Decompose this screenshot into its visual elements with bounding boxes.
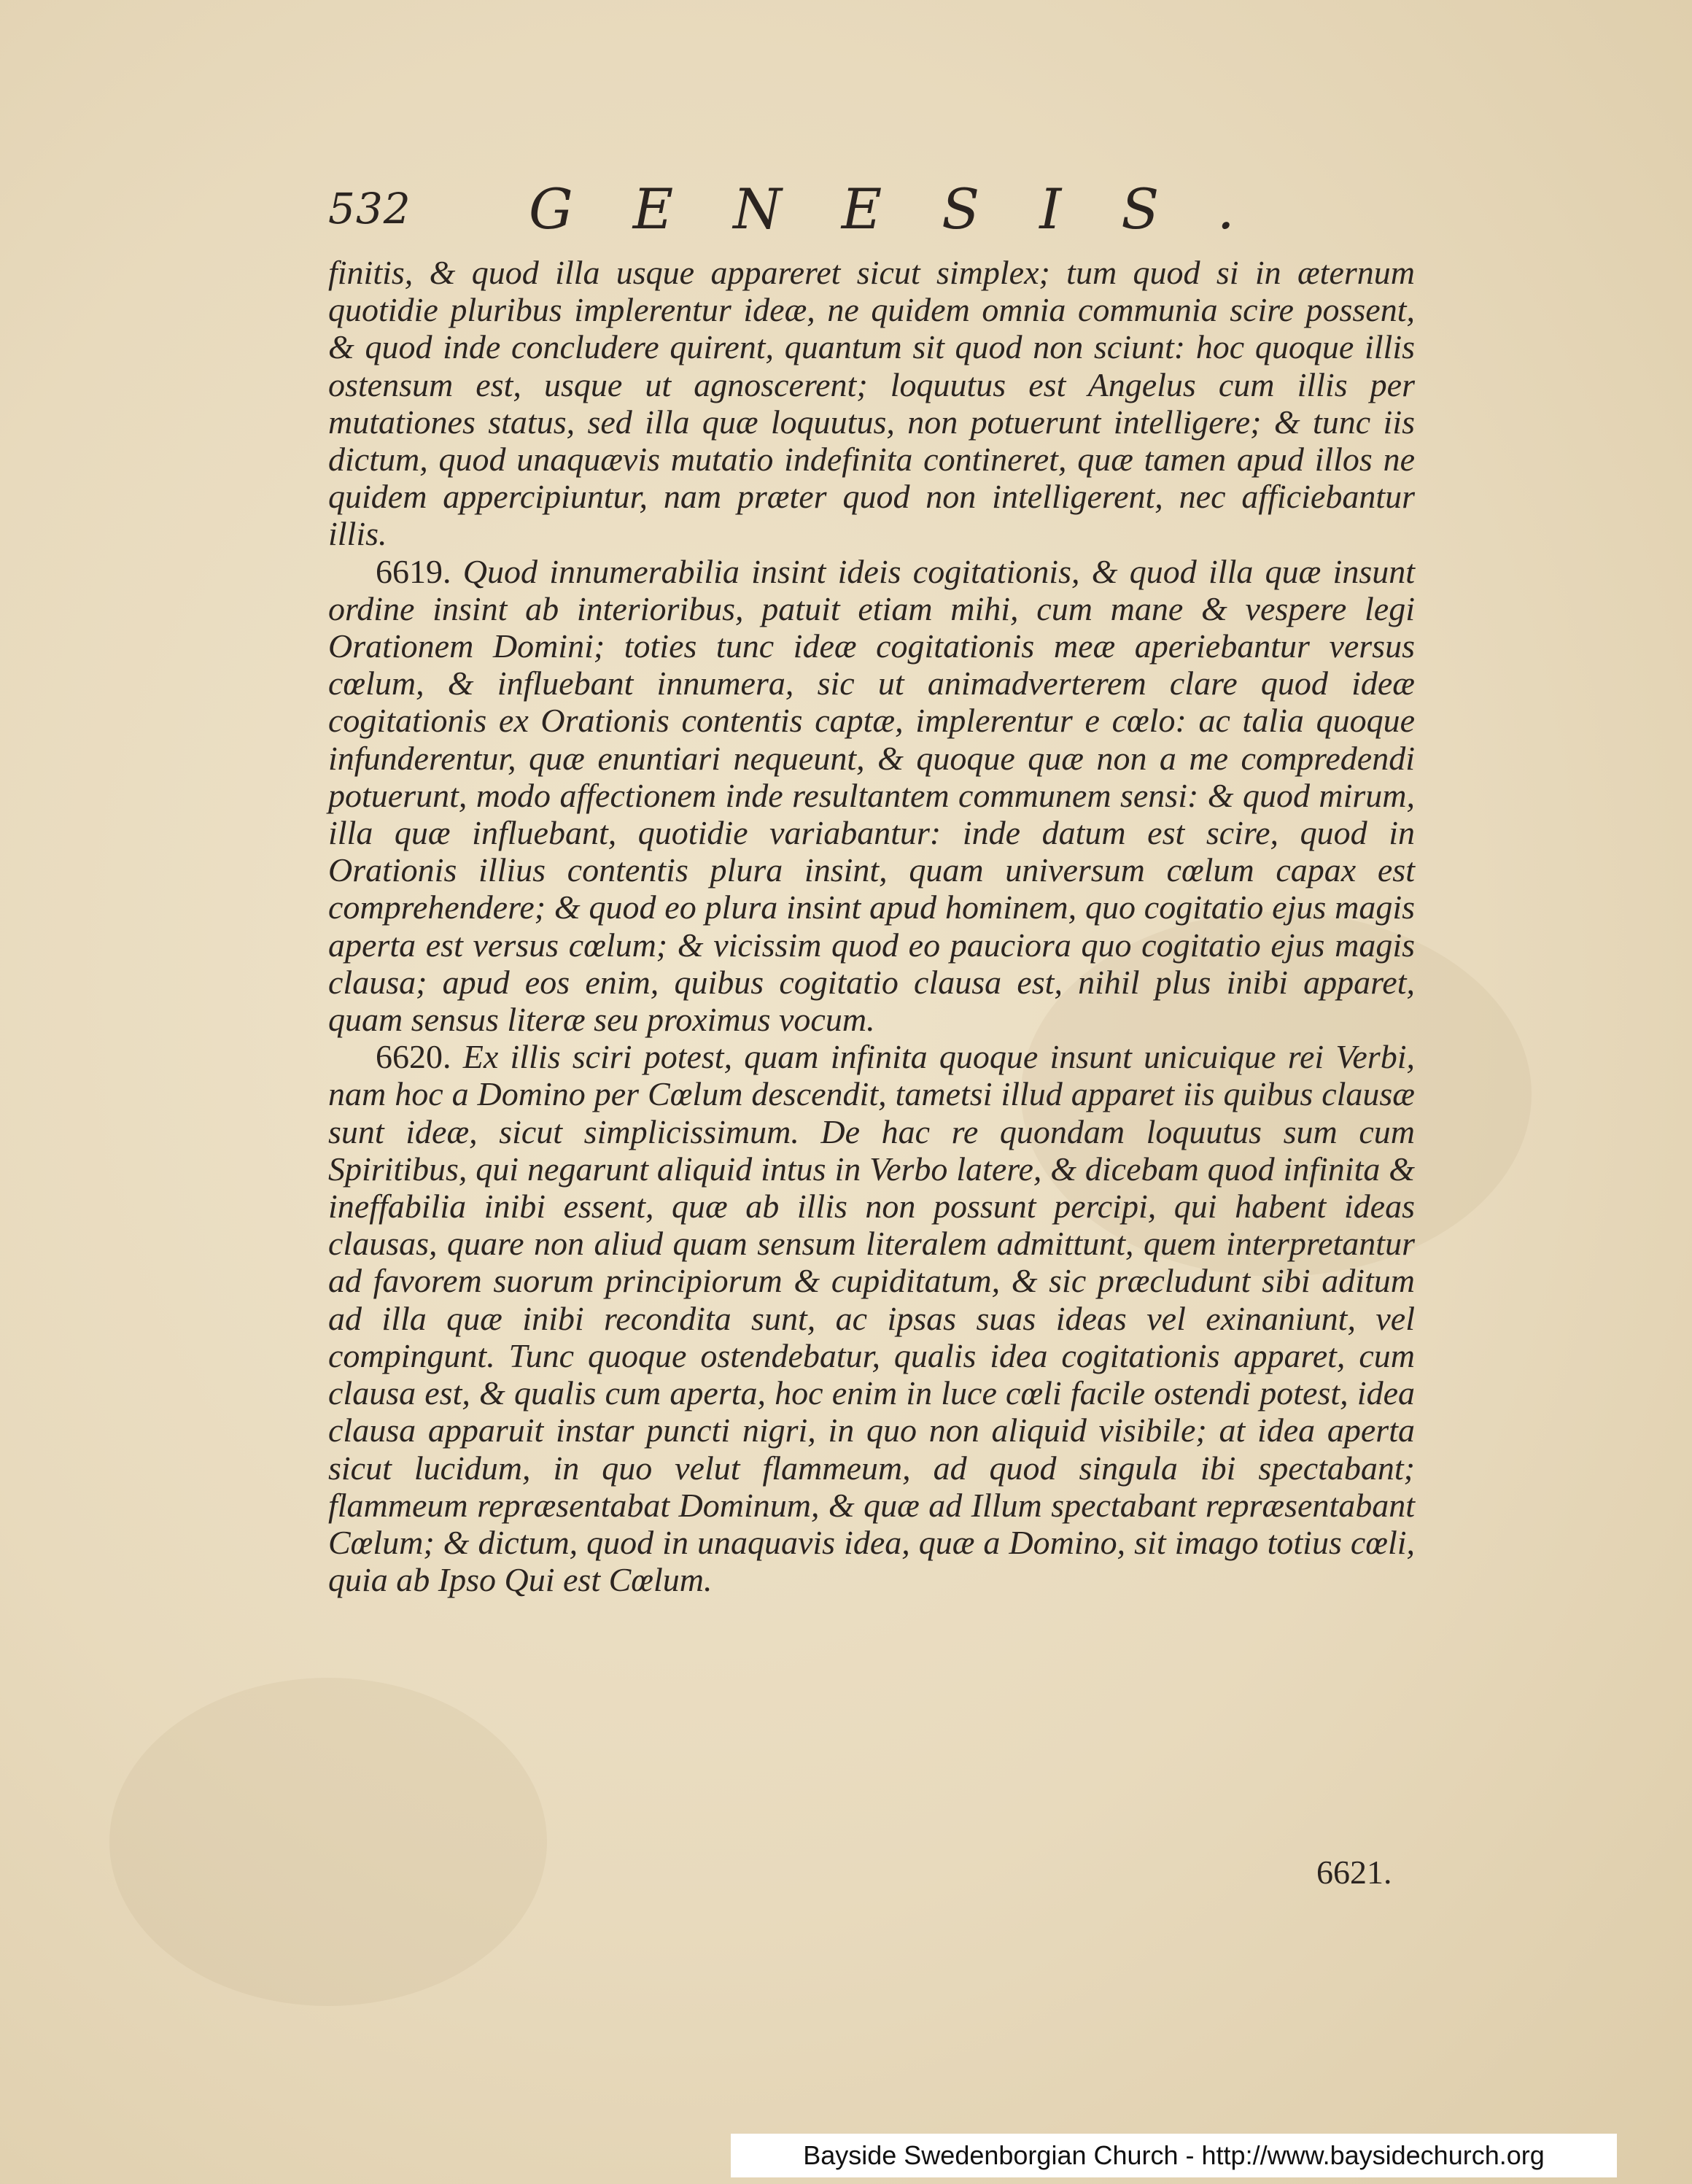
paragraph-text: finitis, & quod illa usque appareret sicut simplex; tum quod si in æternum quotidie pluribus implerentur ideæ, ne quidem omnia communia scire possent, & quod inde concludere quirent, quantum sit quod non sciunt: hoc quoque illis ostensum est, usque ut agnoscerent; loquutus est Angelus cum illis per mutationes status, sed illa quæ loquutus, non potuerunt intelligere; & tunc iis dictum, quod unaquævis mutatio indefinita contineret, quæ tamen apud illos ne quidem appercipiuntur, nam præter quod non intelligerent, nec afficiebantur illis. xyxy=(328,254,1415,553)
page-number: 532 xyxy=(328,184,411,233)
paragraph-6620 xyxy=(328,1038,1415,1598)
paragraph-text: Ex illis sciri potest, quam infinita quoque insunt unicuique rei Verbi, nam hoc a Domino per Cœlum descendit, tametsi illud apparet iis quibus clausæ sunt ideæ, sicut simplicissimum. De hac re quondam loquutus sum cum Spiritibus, qui negarunt aliquid intus in Verbo latere, & dicebam quod infinita & ineffabilia inibi essent, quæ ab illis non possunt percipi, qui habent ideas clausas, quare non aliud quam sensum literalem admittunt, quem interpretantur ad favorem suorum principiorum & cupiditatum, & sic præcludunt sibi aditum ad illa quæ inibi recondita sunt, ac ipsas suas ideas vel exinaniunt, vel compingunt. Tunc quoque ostendebatur, qualis idea cogitationis apparet, cum clausa est, & qualis cum aperta, hoc enim in luce cœli facile ostendi potest, idea clausa apparuit instar puncti nigri, in quo non aliquid visibile; at idea aperta sicut lucidum, in quo velut flammeum, ad quod singula ibi spectabant; flammeum repræsentabat Dominum, & quæ ad Illum spectabant repræsentabant Cœlum; & dictum, quod in unaquavis idea, quæ a Domino, sit imago totius cœli, quia ab Ipso Qui est Cœlum. xyxy=(328,1038,1415,1599)
paragraph-number: 6619. xyxy=(376,552,451,590)
body-text xyxy=(328,254,1415,1598)
paragraph-continuation xyxy=(328,254,1415,553)
paper-stain xyxy=(109,1678,547,2006)
catchword: 6621. xyxy=(1316,1854,1392,1891)
book-title: GENESIS. xyxy=(529,177,1295,241)
running-head xyxy=(328,174,1295,241)
footer-credit: Bayside Swedenborgian Church - http://www.baysidechurch.org xyxy=(731,2134,1617,2177)
paragraph-6619 xyxy=(328,553,1415,1039)
paragraph-text: Quod innumerabilia insint ideis cogitationis, & quod illa quæ insunt ordine insint ab interioribus, patuit etiam mihi, cum mane & vespere legi Orationem Domini; toties tunc ideæ cogitationis meæ aperiebantur versus cœlum, & influebant innumera, sic ut animadverterem clare quod ideæ cogitationis ex Orationis contentis captæ, implerentur e cœlo: ac talia quoque infunderentur, quæ enuntiari nequeunt, & quoque quæ non a me compredendi potuerunt, modo affectionem inde resultantem communem sensi: & quod mirum, illa quæ influebant, quotidie variabantur: inde datum est scire, quod in Orationis illius contentis plura insint, quam universum cœlum capax est comprehendere; & quod eo plura insint apud hominem, quo cogitatio ejus magis aperta est versus cœlum; & vicissim quod eo pauciora quo cogitatio ejus magis clausa; apud eos enim, quibus cogitatio clausa est, nihil plus inibi apparet, quam sensus literæ seu proximus vocum. xyxy=(328,552,1416,1039)
paragraph-number: 6620. xyxy=(376,1038,451,1076)
